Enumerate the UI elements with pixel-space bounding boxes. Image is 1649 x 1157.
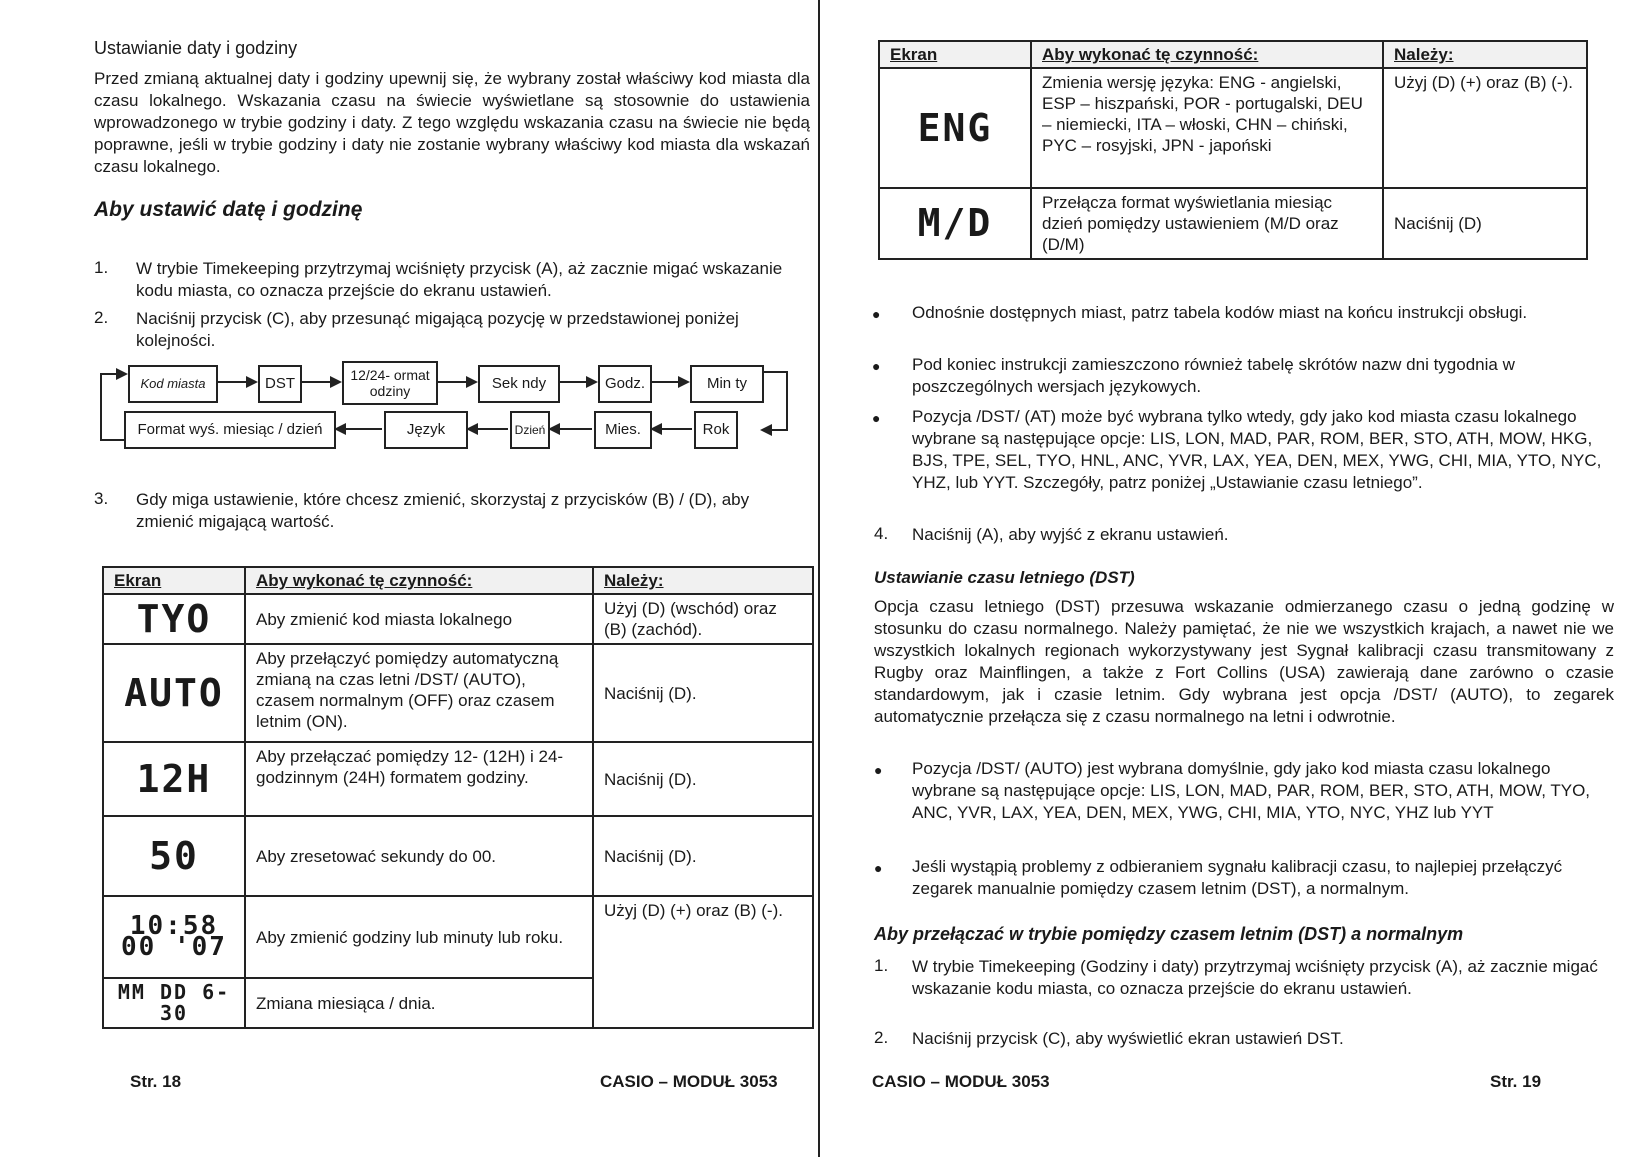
flow-connector bbox=[100, 439, 124, 441]
step-number: 2. bbox=[874, 1028, 889, 1047]
table-cell-how: Naciśnij (D) bbox=[1383, 188, 1587, 259]
flow-arrow-right-icon bbox=[246, 376, 258, 388]
column-header: Ekran bbox=[103, 567, 245, 594]
column-header: Aby wykonać tę czynność: bbox=[245, 567, 593, 594]
lcd-screen: 50 bbox=[103, 816, 245, 896]
flow-box-city-code: Kod miasta bbox=[128, 365, 218, 403]
flow-connector bbox=[300, 381, 330, 383]
flow-arrow-left-icon bbox=[650, 423, 662, 435]
table-row bbox=[879, 188, 1587, 259]
flow-box-day: Dzień bbox=[510, 411, 550, 449]
flow-arrow-left-icon bbox=[334, 423, 346, 435]
flow-connector bbox=[346, 428, 382, 430]
table-row bbox=[103, 896, 813, 978]
flow-arrow-left-icon bbox=[466, 423, 478, 435]
table-cell-how: Użyj (D) (wschód) oraz (B) (zachód). bbox=[593, 594, 813, 644]
column-header: Aby wykonać tę czynność: bbox=[1031, 41, 1383, 68]
bullet-text: Jeśli wystąpią problemy z odbieraniem sygnału kalibracji czasu, to najlepiej przełączyć zegarek manualnie pomiędzy czasem letnim (DST), a normalnym. bbox=[912, 857, 1563, 898]
language-table bbox=[878, 40, 1588, 260]
dst-heading: Ustawianie czasu letniego (DST) bbox=[874, 568, 1135, 587]
flow-box-language: Język bbox=[384, 411, 468, 449]
flow-connector bbox=[560, 428, 592, 430]
bullet-icon: ● bbox=[874, 860, 883, 876]
step-text: Gdy miga ustawienie, które chcesz zmienić, skorzystaj z przycisków (B) / (D), aby zmienić migającą wartość. bbox=[136, 490, 750, 531]
subheading: Aby ustawić datę i godzinę bbox=[94, 198, 363, 221]
flow-arrow-right-icon bbox=[116, 368, 128, 380]
flow-connector bbox=[216, 381, 246, 383]
switch-heading: Aby przełączać w trybie pomiędzy czasem letnim (DST) a normalnym bbox=[874, 924, 1464, 944]
flow-connector bbox=[436, 381, 466, 383]
flow-arrow-right-icon bbox=[330, 376, 342, 388]
flow-connector bbox=[786, 371, 788, 431]
table-row bbox=[103, 816, 813, 896]
bullet-text: Pod koniec instrukcji zamieszczono również tabelę skrótów nazw dni tygodnia w poszczególnych wersjach językowych. bbox=[912, 355, 1515, 396]
step-number: 3. bbox=[94, 489, 109, 508]
table-cell-how: Naciśnij (D). bbox=[593, 816, 813, 896]
flow-connector bbox=[650, 381, 678, 383]
bullet-text: Pozycja /DST/ (AUTO) jest wybrana domyślnie, gdy jako kod miasta czasu lokalnego wybrane są następujące opcje: LIS, LON, MAD, PAR, ROM, BER, STO, ATH, MOW, TYO, ANC, YVR, LAX, YEA, DEN, MEX, YWG, CHI, MIA, YTO, NYC, YHZ lub YYT bbox=[912, 759, 1591, 822]
table-row bbox=[103, 742, 813, 816]
flow-box-12-24-format: 12/24- ormat odziny bbox=[342, 361, 438, 405]
flow-connector bbox=[662, 428, 692, 430]
flow-box-dst: DST bbox=[258, 365, 302, 403]
intro-paragraph: Przed zmianą aktualnej daty i godziny upewnij się, że wybrany został właściwy kod miasta dla czasu lokalnego. Wskazania czasu na świecie wyświetlane są stosownie do ustawienia wprowadzonego w trybie godziny i daty. Z tego względu wskazania czasu na świecie nie będą poprawne, jeśli w trybie godziny i daty nie zostanie wybrany właściwy kod miasta dla wskazań czasu lokalnego. bbox=[94, 69, 810, 176]
flow-connector bbox=[558, 381, 586, 383]
settings-flow-diagram bbox=[90, 355, 810, 465]
table-cell-how: Naciśnij (D). bbox=[593, 644, 813, 742]
section-heading: Ustawianie daty i godziny bbox=[94, 38, 298, 58]
table-cell-action: Przełącza format wyświetlania miesiąc dzień pomiędzy ustawieniem (M/D oraz (D/M) bbox=[1031, 188, 1383, 259]
table-cell-action: Aby przełączać pomiędzy 12- (12H) i 24-godzinnym (24H) formatem godziny. bbox=[245, 742, 593, 816]
flow-box-minutes: Min ty bbox=[690, 365, 764, 403]
flow-arrow-left-icon bbox=[548, 423, 560, 435]
lcd-screen: 12H bbox=[103, 742, 245, 816]
flow-connector bbox=[100, 373, 116, 375]
column-header: Należy: bbox=[1383, 41, 1587, 68]
table-cell-how: Użyj (D) (+) oraz (B) (-). bbox=[593, 896, 813, 1028]
table-cell-action: Aby zresetować sekundy do 00. bbox=[245, 816, 593, 896]
right-page bbox=[820, 0, 1649, 1157]
step-text: W trybie Timekeeping (Godziny i daty) przytrzymaj wciśnięty przycisk (A), aż zacznie migać wskazanie kodu miasta, co oznacza przejście do ekranu ustawień. bbox=[912, 957, 1598, 998]
column-header: Należy: bbox=[593, 567, 813, 594]
table-row bbox=[879, 68, 1587, 188]
left-page bbox=[0, 0, 818, 1157]
lcd-screen: MM DD 6-30 bbox=[103, 978, 245, 1028]
step-text: Naciśnij przycisk (C), aby wyświetlić ekran ustawień DST. bbox=[912, 1029, 1344, 1048]
flow-box-hour: Godz. bbox=[598, 365, 652, 403]
table-row bbox=[103, 594, 813, 644]
flow-box-year: Rok bbox=[694, 411, 738, 449]
lcd-screen: AUTO bbox=[103, 644, 245, 742]
table-cell-how: Naciśnij (D). bbox=[593, 742, 813, 816]
step-text: W trybie Timekeeping przytrzymaj wciśnięty przycisk (A), aż zacznie migać wskazanie kodu miasta, co oznacza przejście do ekranu ustawień. bbox=[136, 259, 783, 300]
flow-connector bbox=[478, 428, 508, 430]
bullet-icon: ● bbox=[874, 762, 883, 778]
lcd-screen: ENG bbox=[879, 68, 1031, 188]
table-cell-action: Zmienia wersję języka: ENG - angielski, ESP – hiszpański, POR - portugalski, DEU – niemiecki, ITA – włoski, CHN – chiński, PYC – rosyjski, JPN - japoński bbox=[1031, 68, 1383, 188]
table-cell-action: Aby zmienić kod miasta lokalnego bbox=[245, 594, 593, 644]
lcd-screen: TYO bbox=[103, 594, 245, 644]
step-number: 1. bbox=[874, 956, 889, 975]
flow-box-md-format: Format wyś. miesiąc / dzień bbox=[124, 411, 336, 449]
flow-box-seconds: Sek ndy bbox=[478, 365, 560, 403]
flow-connector bbox=[100, 373, 102, 441]
flow-box-month: Mies. bbox=[594, 411, 652, 449]
lcd-screen: 10:58 00 '07 bbox=[103, 896, 245, 978]
table-cell-action: Aby zmienić godziny lub minuty lub roku. bbox=[245, 896, 593, 978]
bullet-icon: ● bbox=[872, 358, 881, 374]
flow-connector bbox=[762, 371, 788, 373]
page-number: Str. 18 bbox=[130, 1072, 182, 1091]
bullet-text: Pozycja /DST/ (AT) może być wybrana tylko wtedy, gdy jako kod miasta czasu lokalnego wybrane są następujące opcje: LIS, LON, MAD, PAR, ROM, BER, STO, ATH, MOW, HKG, BJS, TPE, SEL, TYO, HNL, ANC, YVR, LAX, YEA, DEN, MEX, YWG, CHI, MIA, YTO, NYC, YHZ, lub YYT. Szczegóły, patrz poniżej „Ustawianie czasu letniego”. bbox=[912, 407, 1602, 492]
flow-arrow-left-icon bbox=[760, 424, 772, 436]
bullet-icon: ● bbox=[872, 410, 881, 426]
table-cell-action: Aby przełączyć pomiędzy automatyczną zmianą na czas letni /DST/ (AUTO), czasem normalnym (OFF) oraz czasem letnim (ON). bbox=[245, 644, 593, 742]
step-number: 1. bbox=[94, 258, 109, 277]
table-cell-how: Użyj (D) (+) oraz (B) (-). bbox=[1383, 68, 1587, 188]
flow-arrow-right-icon bbox=[678, 376, 690, 388]
bullet-icon: ● bbox=[872, 306, 881, 322]
bullet-text: Odnośnie dostępnych miast, patrz tabela kodów miast na końcu instrukcji obsługi. bbox=[912, 303, 1528, 322]
settings-table bbox=[102, 566, 814, 1029]
footer-model: CASIO – MODUŁ 3053 bbox=[872, 1072, 1050, 1091]
table-cell-action: Zmiana miesiąca / dnia. bbox=[245, 978, 593, 1028]
flow-connector bbox=[770, 429, 788, 431]
step-number: 4. bbox=[874, 524, 889, 543]
column-header: Ekran bbox=[879, 41, 1031, 68]
table-row bbox=[103, 644, 813, 742]
dst-paragraph: Opcja czasu letniego (DST) przesuwa wskazanie odmierzanego czasu o jedną godzinę w stosunku do czasu normalnego. Należy pamiętać, że nie we wszystkich krajach, a nawet nie we wszystkich lokalnych regionach wykorzystywany jest Sygnał kalibracji czasu transmitowany z Rugby oraz Mainflingen, a także z Fort Collins (USA) zawierają dane zarówno o czasie standardowym, jak i czasie letnim. Gdy wybrana jest opcja /DST/ (AUTO), to zegarek automatycznie przełącza się z czasu normalnego na letni i odwrotnie. bbox=[874, 597, 1614, 726]
step-number: 2. bbox=[94, 308, 109, 327]
table-header-row bbox=[103, 567, 813, 594]
flow-arrow-right-icon bbox=[466, 376, 478, 388]
footer-model: CASIO – MODUŁ 3053 bbox=[600, 1072, 778, 1091]
table-header-row bbox=[879, 41, 1587, 68]
page-number: Str. 19 bbox=[1490, 1072, 1542, 1091]
flow-arrow-right-icon bbox=[586, 376, 598, 388]
step-text: Naciśnij przycisk (C), aby przesunąć migającą pozycję w przedstawionej poniżej kolejności. bbox=[136, 309, 739, 350]
lcd-screen: M/D bbox=[879, 188, 1031, 259]
step-text: Naciśnij (A), aby wyjść z ekranu ustawień. bbox=[912, 525, 1229, 544]
